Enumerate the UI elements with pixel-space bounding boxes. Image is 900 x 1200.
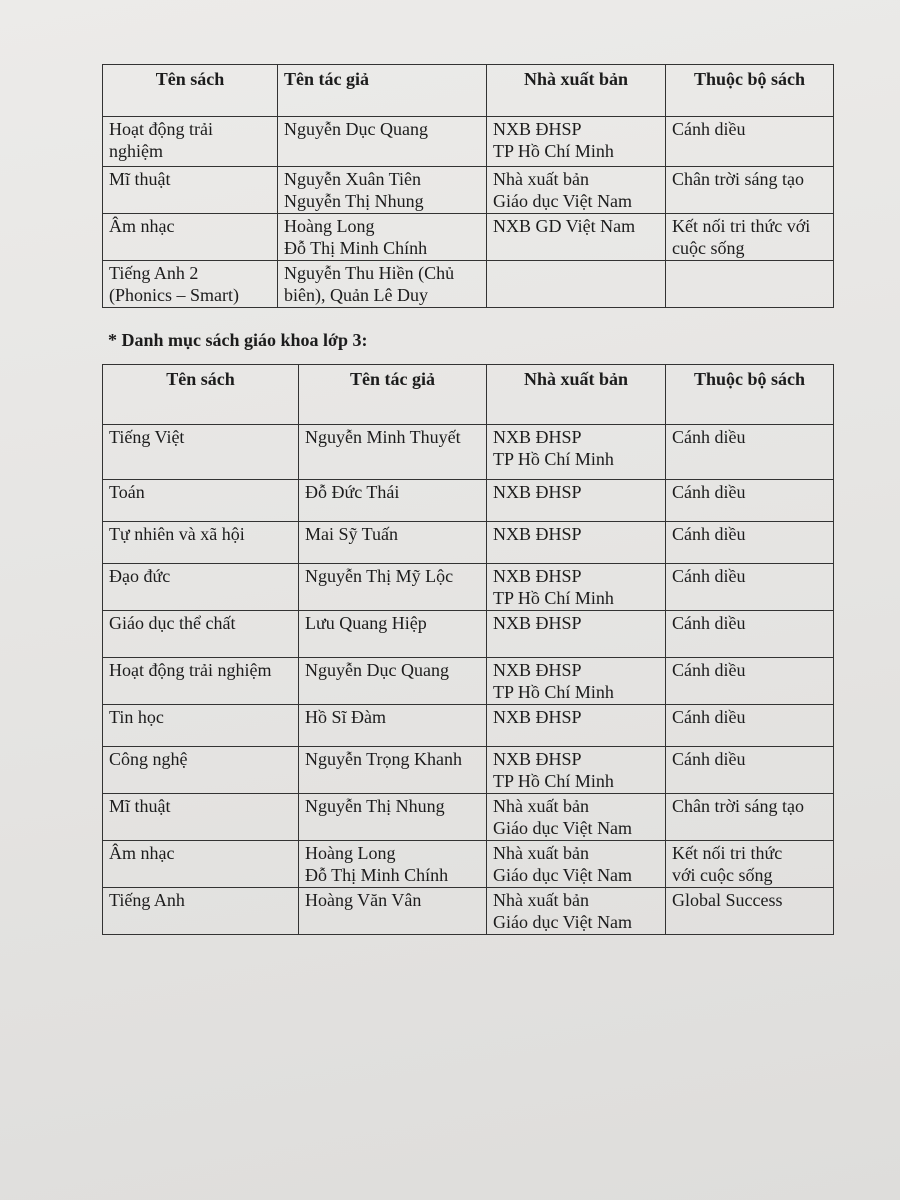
table-row — [103, 261, 834, 308]
col-header-book: Tên sách — [103, 365, 299, 425]
cell-publisher: NXB ĐHSP TP Hồ Chí Minh — [487, 117, 666, 167]
cell-book: Đạo đức — [103, 564, 299, 611]
cell-series: Cánh diều — [666, 611, 834, 658]
cell-book: Hoạt động trải nghiệm — [103, 658, 299, 705]
cell-publisher: NXB ĐHSP — [487, 705, 666, 747]
cell-book: Âm nhạc — [103, 214, 278, 261]
table-row — [103, 522, 834, 564]
cell-series: Cánh diều — [666, 522, 834, 564]
cell-series: Cánh diều — [666, 747, 834, 794]
cell-author: Nguyễn Thị Mỹ Lộc — [299, 564, 487, 611]
cell-book: Tiếng Anh — [103, 888, 299, 935]
cell-book: Mĩ thuật — [103, 794, 299, 841]
cell-series: Cánh diều — [666, 705, 834, 747]
cell-author: Nguyễn Dục Quang — [278, 117, 487, 167]
cell-author: Lưu Quang Hiệp — [299, 611, 487, 658]
cell-series: Cánh diều — [666, 117, 834, 167]
cell-publisher: NXB ĐHSP — [487, 522, 666, 564]
cell-publisher: NXB GD Việt Nam — [487, 214, 666, 261]
table-header-row — [103, 365, 834, 425]
col-header-series: Thuộc bộ sách — [666, 365, 834, 425]
cell-author: Đỗ Đức Thái — [299, 480, 487, 522]
cell-author: Nguyễn Xuân Tiên Nguyễn Thị Nhung — [278, 167, 487, 214]
cell-publisher: NXB ĐHSP TP Hồ Chí Minh — [487, 425, 666, 480]
cell-author: Nguyễn Thị Nhung — [299, 794, 487, 841]
cell-book: Toán — [103, 480, 299, 522]
cell-series: Chân trời sáng tạo — [666, 794, 834, 841]
table-row — [103, 747, 834, 794]
cell-author: Hoàng Long Đỗ Thị Minh Chính — [278, 214, 487, 261]
cell-book: Giáo dục thể chất — [103, 611, 299, 658]
cell-author: Hoàng Long Đỗ Thị Minh Chính — [299, 841, 487, 888]
cell-book: Tiếng Việt — [103, 425, 299, 480]
table-row — [103, 480, 834, 522]
table-row — [103, 658, 834, 705]
textbook-table-grade-3 — [102, 364, 834, 935]
cell-book: Tiếng Anh 2 (Phonics – Smart) — [103, 261, 278, 308]
cell-publisher: NXB ĐHSP TP Hồ Chí Minh — [487, 747, 666, 794]
cell-publisher: Nhà xuất bản Giáo dục Việt Nam — [487, 888, 666, 935]
cell-book: Tự nhiên và xã hội — [103, 522, 299, 564]
cell-book: Công nghệ — [103, 747, 299, 794]
cell-publisher: NXB ĐHSP — [487, 480, 666, 522]
cell-series: Chân trời sáng tạo — [666, 167, 834, 214]
cell-author: Nguyễn Dục Quang — [299, 658, 487, 705]
cell-series: Cánh diều — [666, 564, 834, 611]
col-header-series: Thuộc bộ sách — [666, 65, 834, 117]
table-row — [103, 611, 834, 658]
cell-publisher: Nhà xuất bản Giáo dục Việt Nam — [487, 167, 666, 214]
cell-book: Tin học — [103, 705, 299, 747]
cell-publisher: NXB ĐHSP TP Hồ Chí Minh — [487, 564, 666, 611]
cell-series: Kết nối tri thức với cuộc sống — [666, 214, 834, 261]
cell-author: Hoàng Văn Vân — [299, 888, 487, 935]
col-header-author: Tên tác giả — [278, 65, 487, 117]
table-row — [103, 564, 834, 611]
table-row — [103, 841, 834, 888]
cell-author: Nguyễn Thu Hiền (Chủ biên), Quản Lê Duy — [278, 261, 487, 308]
cell-book: Âm nhạc — [103, 841, 299, 888]
section-heading: * Danh mục sách giáo khoa lớp 3: — [108, 330, 368, 350]
cell-series: Global Success — [666, 888, 834, 935]
cell-publisher: NXB ĐHSP — [487, 611, 666, 658]
col-header-publisher: Nhà xuất bản — [487, 365, 666, 425]
cell-series — [666, 261, 834, 308]
table-row — [103, 705, 834, 747]
cell-author: Hồ Sĩ Đàm — [299, 705, 487, 747]
table-row — [103, 794, 834, 841]
cell-series: Cánh diều — [666, 480, 834, 522]
cell-publisher: Nhà xuất bản Giáo dục Việt Nam — [487, 794, 666, 841]
cell-series: Cánh diều — [666, 658, 834, 705]
textbook-table-grade-2 — [102, 64, 834, 308]
cell-publisher: Nhà xuất bản Giáo dục Việt Nam — [487, 841, 666, 888]
cell-series: Cánh diều — [666, 425, 834, 480]
table-row — [103, 214, 834, 261]
cell-series: Kết nối tri thức với cuộc sống — [666, 841, 834, 888]
cell-book: Hoạt động trải nghiệm — [103, 117, 278, 167]
table-row — [103, 425, 834, 480]
cell-author: Nguyễn Minh Thuyết — [299, 425, 487, 480]
cell-author: Nguyễn Trọng Khanh — [299, 747, 487, 794]
cell-author: Mai Sỹ Tuấn — [299, 522, 487, 564]
cell-book: Mĩ thuật — [103, 167, 278, 214]
cell-publisher: NXB ĐHSP TP Hồ Chí Minh — [487, 658, 666, 705]
cell-publisher — [487, 261, 666, 308]
table-row — [103, 117, 834, 167]
col-header-publisher: Nhà xuất bản — [487, 65, 666, 117]
table-header-row — [103, 65, 834, 117]
col-header-author: Tên tác giả — [299, 365, 487, 425]
table-row — [103, 888, 834, 935]
table-row — [103, 167, 834, 214]
col-header-book: Tên sách — [103, 65, 278, 117]
